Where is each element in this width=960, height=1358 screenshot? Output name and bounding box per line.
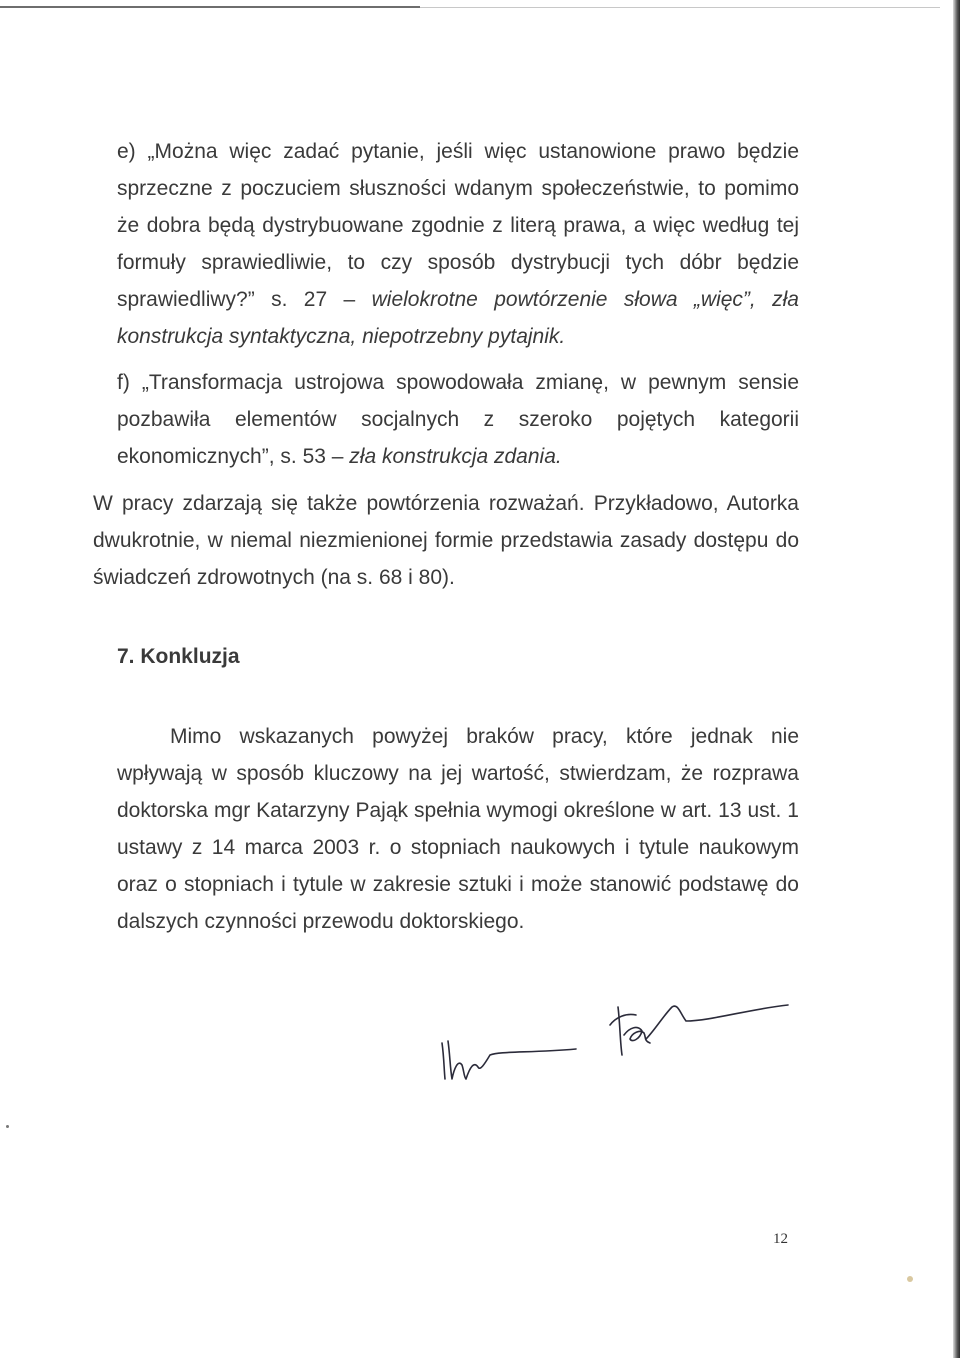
section-title: Konkluzja — [140, 645, 240, 668]
page-number: 12 — [773, 1231, 788, 1247]
scan-edge-right — [953, 0, 960, 1358]
section-heading — [117, 645, 240, 669]
list-item-f — [117, 364, 799, 475]
repetition-paragraph: W pracy zdarzają się także powtórzenia rozważań. Przykładowo, Autorka dwukrotnie, w niemal niezmienionej formie przedstawia zasady dostępu do świadczeń zdrowotnych (na s. 68 i 80). — [93, 492, 799, 589]
list-item-e — [117, 133, 799, 355]
quoted-text: „Transformacja ustrojowa spowodowała zmianę, w pewnym sensie pozbawiła elementów socjalnych z szeroko pojętych kategorii ekonomicznych”, s. 53 – — [117, 371, 799, 468]
scan-speck — [6, 1125, 9, 1128]
scan-edge-top — [0, 6, 420, 8]
handwritten-signature — [440, 995, 800, 1095]
list-item-label: f) — [117, 371, 130, 394]
quoted-text: „Można więc zadać pytanie, jeśli więc ustanowione prawo będzie sprzeczne z poczuciem słuszności wdanym społeczeństwie, to pomimo że dobra będą dystrybuowane zgodnie z literą prawa, a więc według tej formuły sprawiedliwie, to czy sposób dystrybucji tych dóbr będzie sprawiedliwy?” s. 27 – — [117, 140, 800, 311]
conclusion-paragraph: Mimo wskazanych powyżej braków pracy, które jednak nie wpływają w sposób kluczowy na jej wartość, stwierdzam, że rozprawa doktorska mgr Katarzyny Pająk spełnia wymogi określone w art. 13 ust. 1 ustawy z 14 marca 2003 r. o stopniach naukowych i tytule naukowym oraz o stopniach i tytule w zakresie sztuki i może stanowić podstawę do dalszych czynności przewodu doktorskiego. — [117, 725, 799, 933]
section-number: 7. — [117, 645, 135, 668]
reviewer-comment: wielokrotne powtórzenie słowa „więc”, zła konstrukcja syntaktyczna, niepotrzebny pytajnik. — [117, 288, 799, 348]
scan-speck — [907, 1276, 913, 1282]
reviewer-comment: zła konstrukcja zdania. — [349, 445, 562, 468]
scan-edge-top-faint — [420, 7, 940, 8]
list-item-label: e) — [117, 140, 136, 163]
